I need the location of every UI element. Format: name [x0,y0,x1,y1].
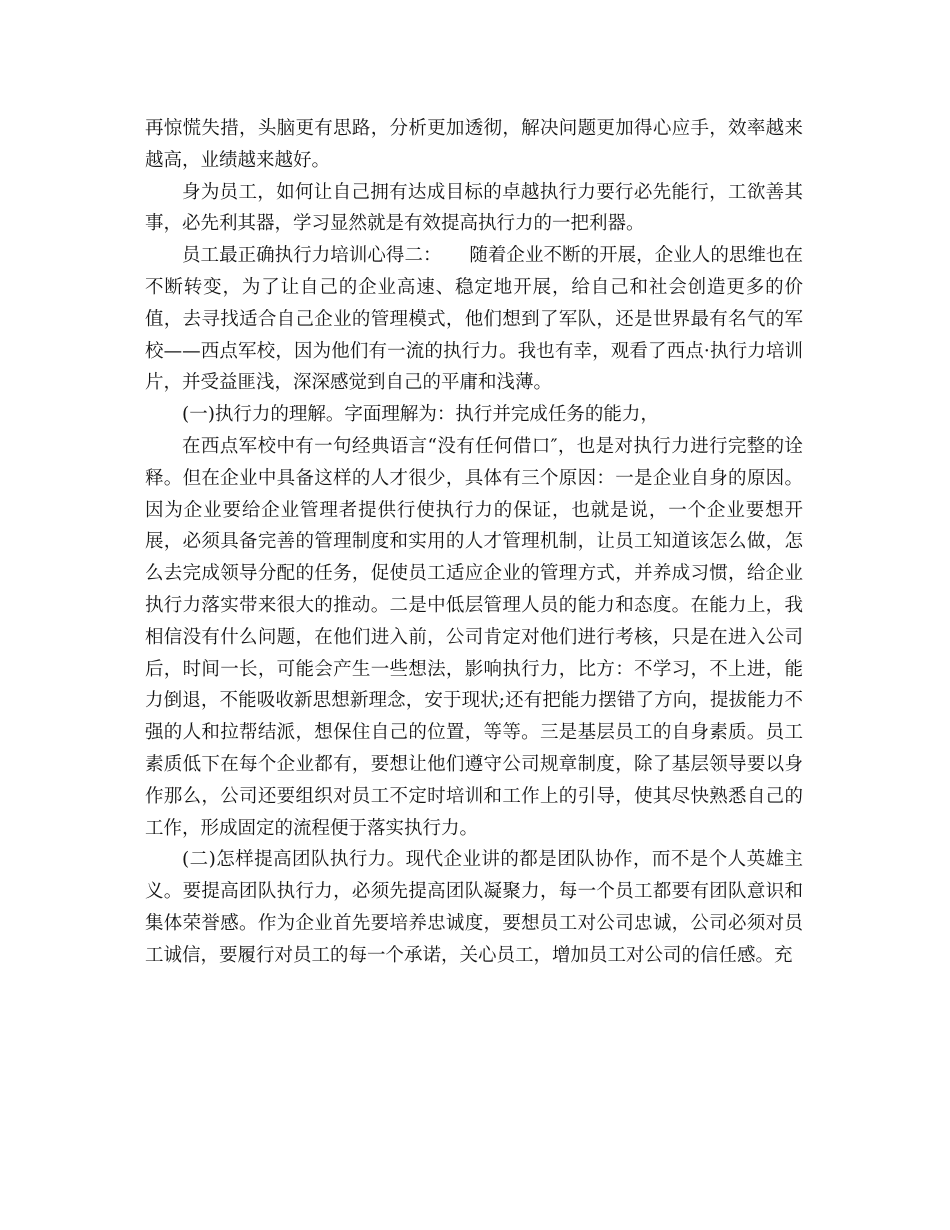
paragraph-section-one-heading: (一)执行力的理解。字面理解为：执行并完成任务的能力， [182,404,659,426]
paragraph-training-insight-two: 员工最正确执行力培训心得二： 随着企业不断的开展，企业人的思维也在不断转变，为了让自己的企业高速、稳定地开展，给自己和社会创造更多的价值，去寻找适合自己企业的管理模式，他们想到了军队，还是世界最有名气的军校——西点军校，因为他们有一流的执行力。我也有幸，观看了西点·执行力培训片，并受益匪浅，深深感觉到自己的平庸和浅薄。 [145,245,803,394]
document-page [145,113,803,972]
paragraph-section-two-team: (二)怎样提高团队执行力。现代企业讲的都是团队协作，而不是个人英雄主义。要提高团队执行力，必须先提高团队凝聚力，每一个员工都要有团队意识和集体荣誉感。作为企业首先要培养忠诚度，要想员工对公司忠诚，公司必须对员工诚信，要履行对员工的每一个承诺，关心员工，增加员工对公司的信任感。充 [145,849,803,966]
paragraph-continuation: 再惊慌失措，头脑更有思路，分析更加透彻，解决问题更加得心应手，效率越来越高，业绩越来越好。 [145,118,803,171]
paragraph-west-point-reasons: 在西点军校中有一句经典语言“没有任何借口″，也是对执行力进行完整的诠释。但在企业中具备这样的人才很少，具体有三个原因：一是企业自身的原因。因为企业要给企业管理者提供行使执行力的保证，也就是说，一个企业要想开展，必须具备完善的管理制度和实用的人才管理机制，让员工知道该怎么做，怎么去完成领导分配的任务，促使员工适应企业的管理方式，并养成习惯，给企业执行力落实带来很大的推动。二是中低层管理人员的能力和态度。在能力上，我相信没有什么问题，在他们进入前，公司肯定对他们进行考核，只是在进入公司后，时间一长，可能会产生一些想法，影响执行力，比方：不学习，不上进，能力倒退，不能吸收新思想新理念，安于现状;还有把能力摆错了方向，提拔能力不强的人和拉帮结派，想保住自己的位置，等等。三是基层员工的自身素质。员工素质低下在每个企业都有，要想让他们遵守公司规章制度，除了基层领导要以身作那么，公司还要组织对员工不定时培训和工作上的引导，使其尽快熟悉自己的工作，形成固定的流程便于落实执行力。 [145,435,803,839]
paragraph-learning: 身为员工，如何让自己拥有达成目标的卓越执行力要行必先能行，工欲善其事，必先利其器，学习显然就是有效提高执行力的一把利器。 [145,181,803,235]
